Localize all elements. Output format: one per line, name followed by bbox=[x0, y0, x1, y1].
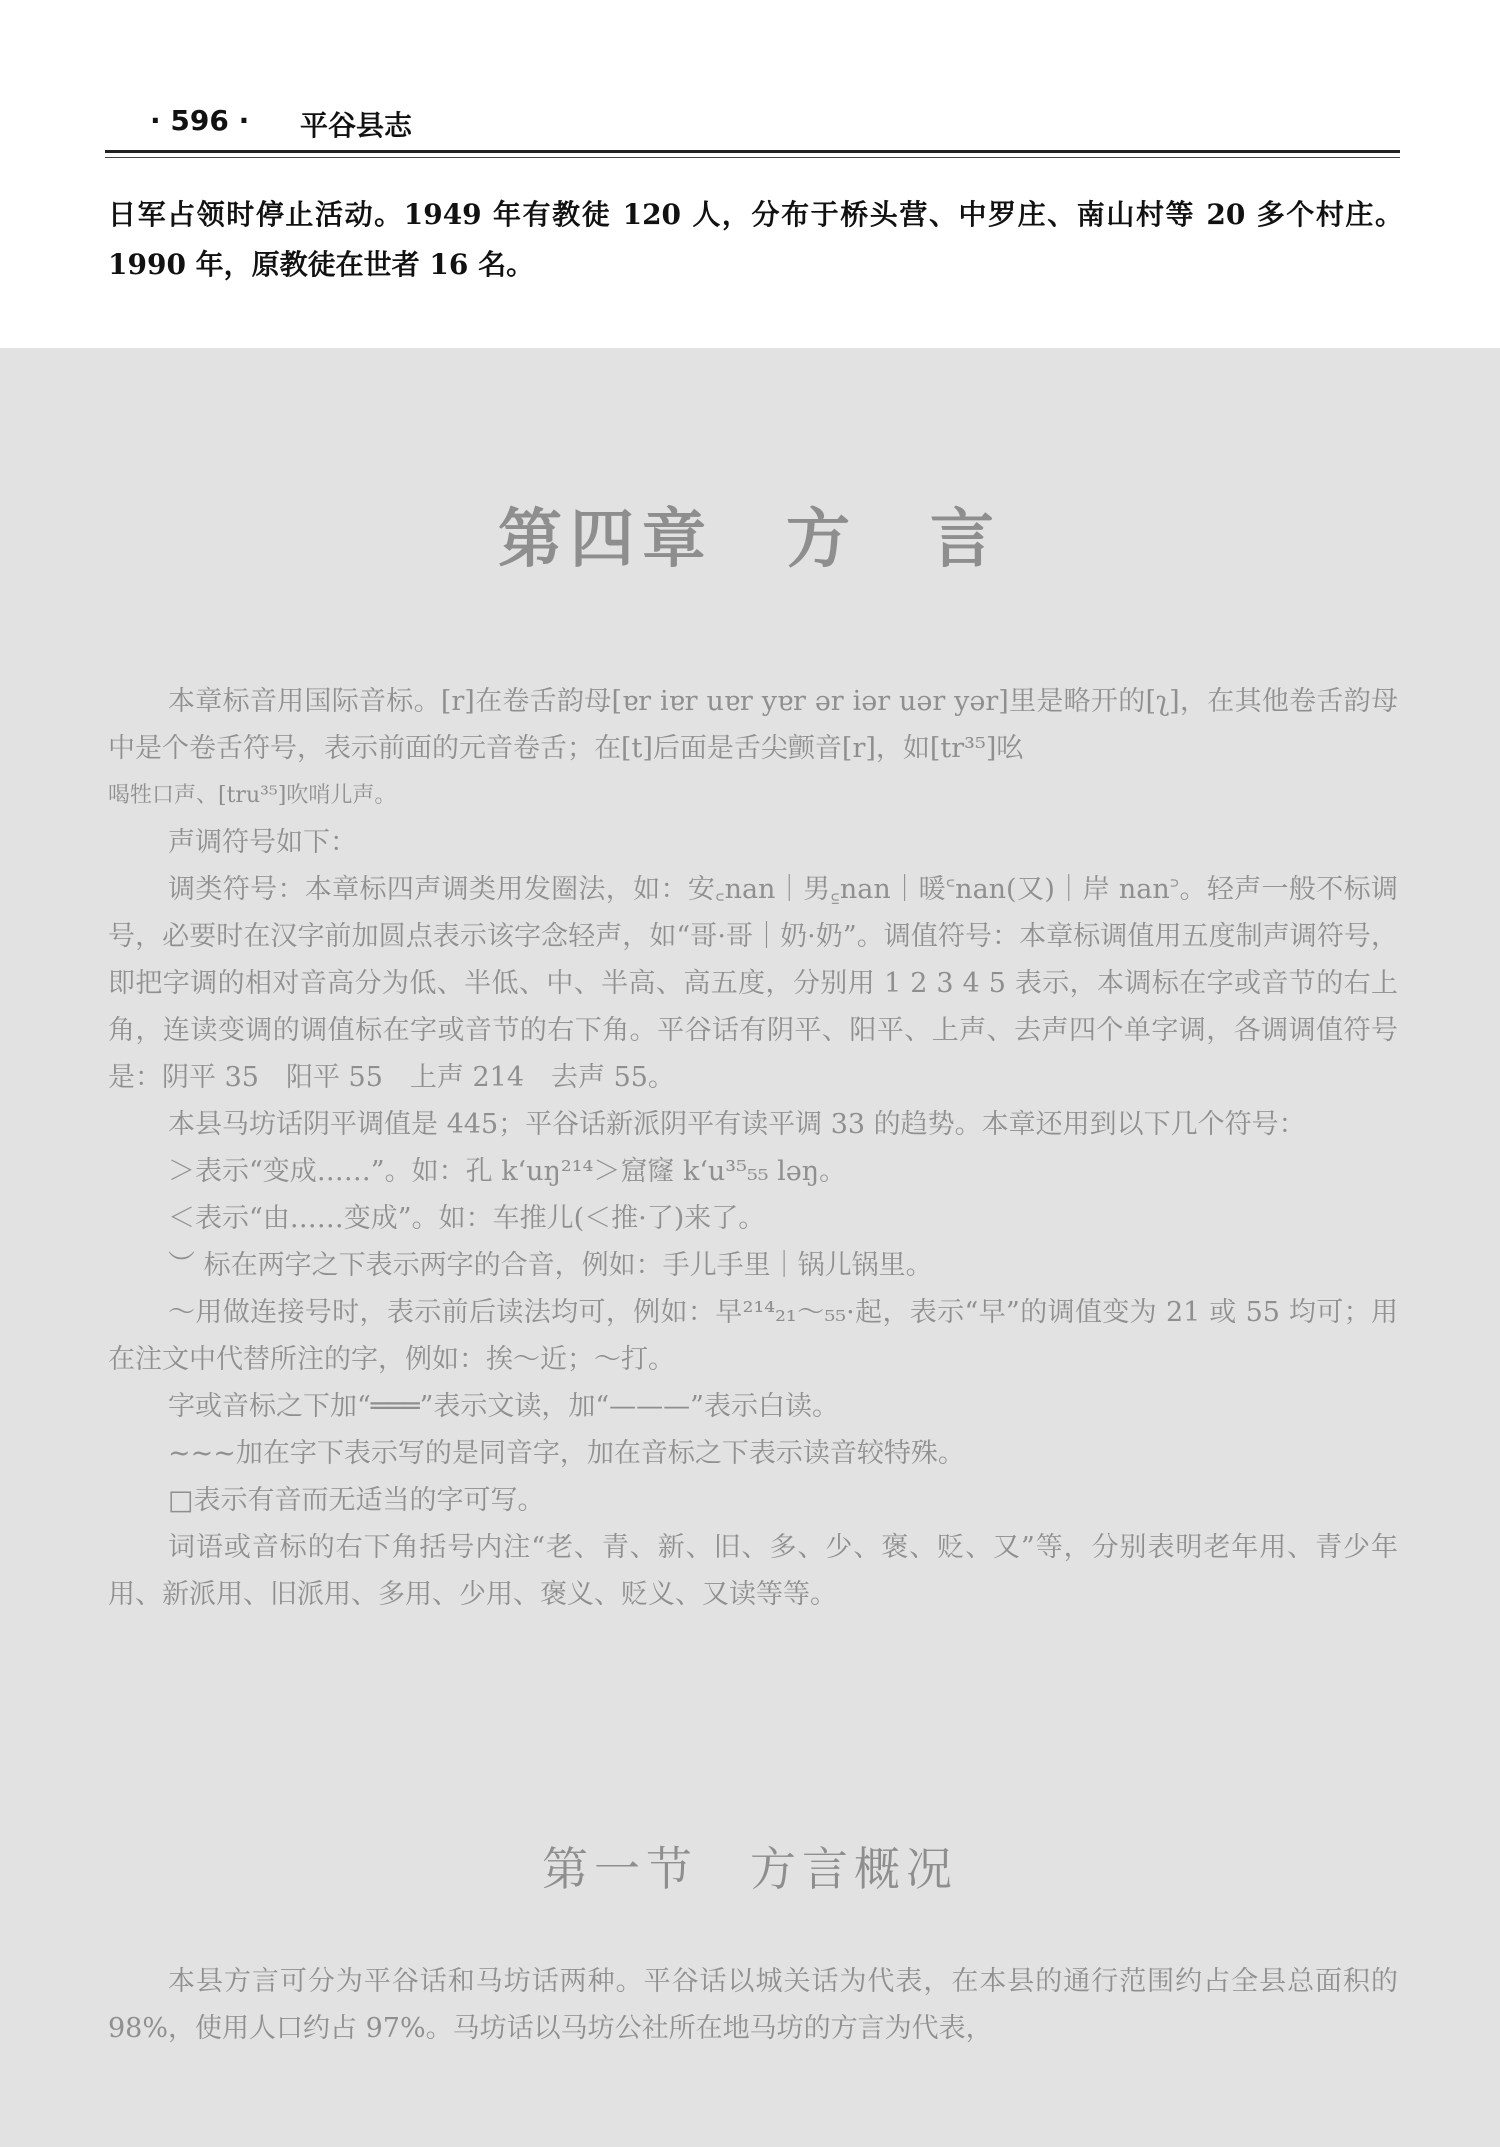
paragraph: ~~~加在字下表示写的是同音字，加在音标之下表示读音较特殊。 bbox=[168, 1438, 965, 1469]
paragraph: 本县马坊话阴平调值是 445；平谷话新派阴平有读平调 33 的趋势。本章还用到以下几个符号： bbox=[168, 1109, 1306, 1140]
section-body bbox=[108, 1958, 1398, 2052]
paragraph: □表示有音而无适当的字可写。 bbox=[168, 1485, 545, 1516]
paragraph: 本章标音用国际音标。[r]在卷舌韵母[ɐr iɐr uɐr yɐr ər iər uər yər]里是略开的[ʅ]，在其他卷舌韵母中是个卷舌符号，表示前面的元音卷舌；在[t]后面是舌尖颤音[r]，如[tr³⁵]吆 bbox=[108, 686, 1398, 764]
chapter-body bbox=[108, 678, 1398, 1618]
chapter-title: 第四章 方 言 bbox=[498, 502, 1002, 577]
paragraph: 喝牲口声、[tru³⁵]吹哨儿声。 bbox=[108, 783, 397, 808]
page-number: · 596 · bbox=[150, 104, 250, 137]
paragraph: 字或音标之下加“═══”表示文读，加“———”表示白读。 bbox=[168, 1391, 839, 1422]
paragraph: ︶ 标在两字之下表示两字的合音，例如：手儿手里｜锅儿锅里。 bbox=[168, 1250, 933, 1281]
paragraph: 声调符号如下： bbox=[168, 827, 357, 858]
paragraph: ＜表示“由……变成”。如：车推儿(＜推·了)来了。 bbox=[168, 1203, 766, 1234]
chapter-region bbox=[0, 348, 1500, 2147]
section-title: 第一节 方言概况 bbox=[542, 1842, 958, 1896]
header-rule-thin bbox=[105, 157, 1400, 158]
paragraph: 词语或音标的右下角括号内注“老、青、新、旧、多、少、褒、贬、又”等，分别表明老年用、青少年用、新派用、旧派用、多用、少用、褒义、贬义、又读等等。 bbox=[108, 1532, 1398, 1610]
top-section bbox=[0, 0, 1500, 348]
paragraph: ＞表示“变成……”。如：孔 k‘uŋ²¹⁴＞窟窿 k‘u³⁵₅₅ ləŋ。 bbox=[168, 1156, 847, 1187]
continued-paragraph: 日军占领时停止活动。1949 年有教徒 120 人，分布于桥头营、中罗庄、南山村等 20 多个村庄。1990 年，原教徒在世者 16 名。 bbox=[108, 198, 1403, 281]
book-title: 平谷县志 bbox=[300, 109, 413, 142]
paragraph: ～用做连接号时，表示前后读法均可，例如：早²¹⁴₂₁～₅₅·起，表示“早”的调值变为 21 或 55 均可；用在注文中代替所注的字，例如：挨～近；～打。 bbox=[108, 1297, 1398, 1375]
header-rule-thick bbox=[105, 150, 1400, 153]
paragraph: 本县方言可分为平谷话和马坊话两种。平谷话以城关话为代表，在本县的通行范围约占全县总面积的 98%，使用人口约占 97%。马坊话以马坊公社所在地马坊的方言为代表， bbox=[108, 1966, 1398, 2044]
paragraph: 调类符号：本章标四声调类用发圈法，如：安꜀nan｜男꜁nan｜暖꜂nan(又)｜岸 nan꜄。轻声一般不标调号，必要时在汉字前加圆点表示该字念轻声，如“哥·哥｜奶·奶”。调值符号：本章标调值用五度制声调符号，即把字调的相对音高分为低、半低、中、半高、高五度，分别用 1 2 3 4 5 表示，本调标在字或音节的右上角，连读变调的调值标在字或音节的右下角。平谷话有阴平、阳平、上声、去声四个单字调，各调调值符号是：阴平 35 阳平 55 上声 214 去声 55。 bbox=[108, 874, 1398, 1093]
